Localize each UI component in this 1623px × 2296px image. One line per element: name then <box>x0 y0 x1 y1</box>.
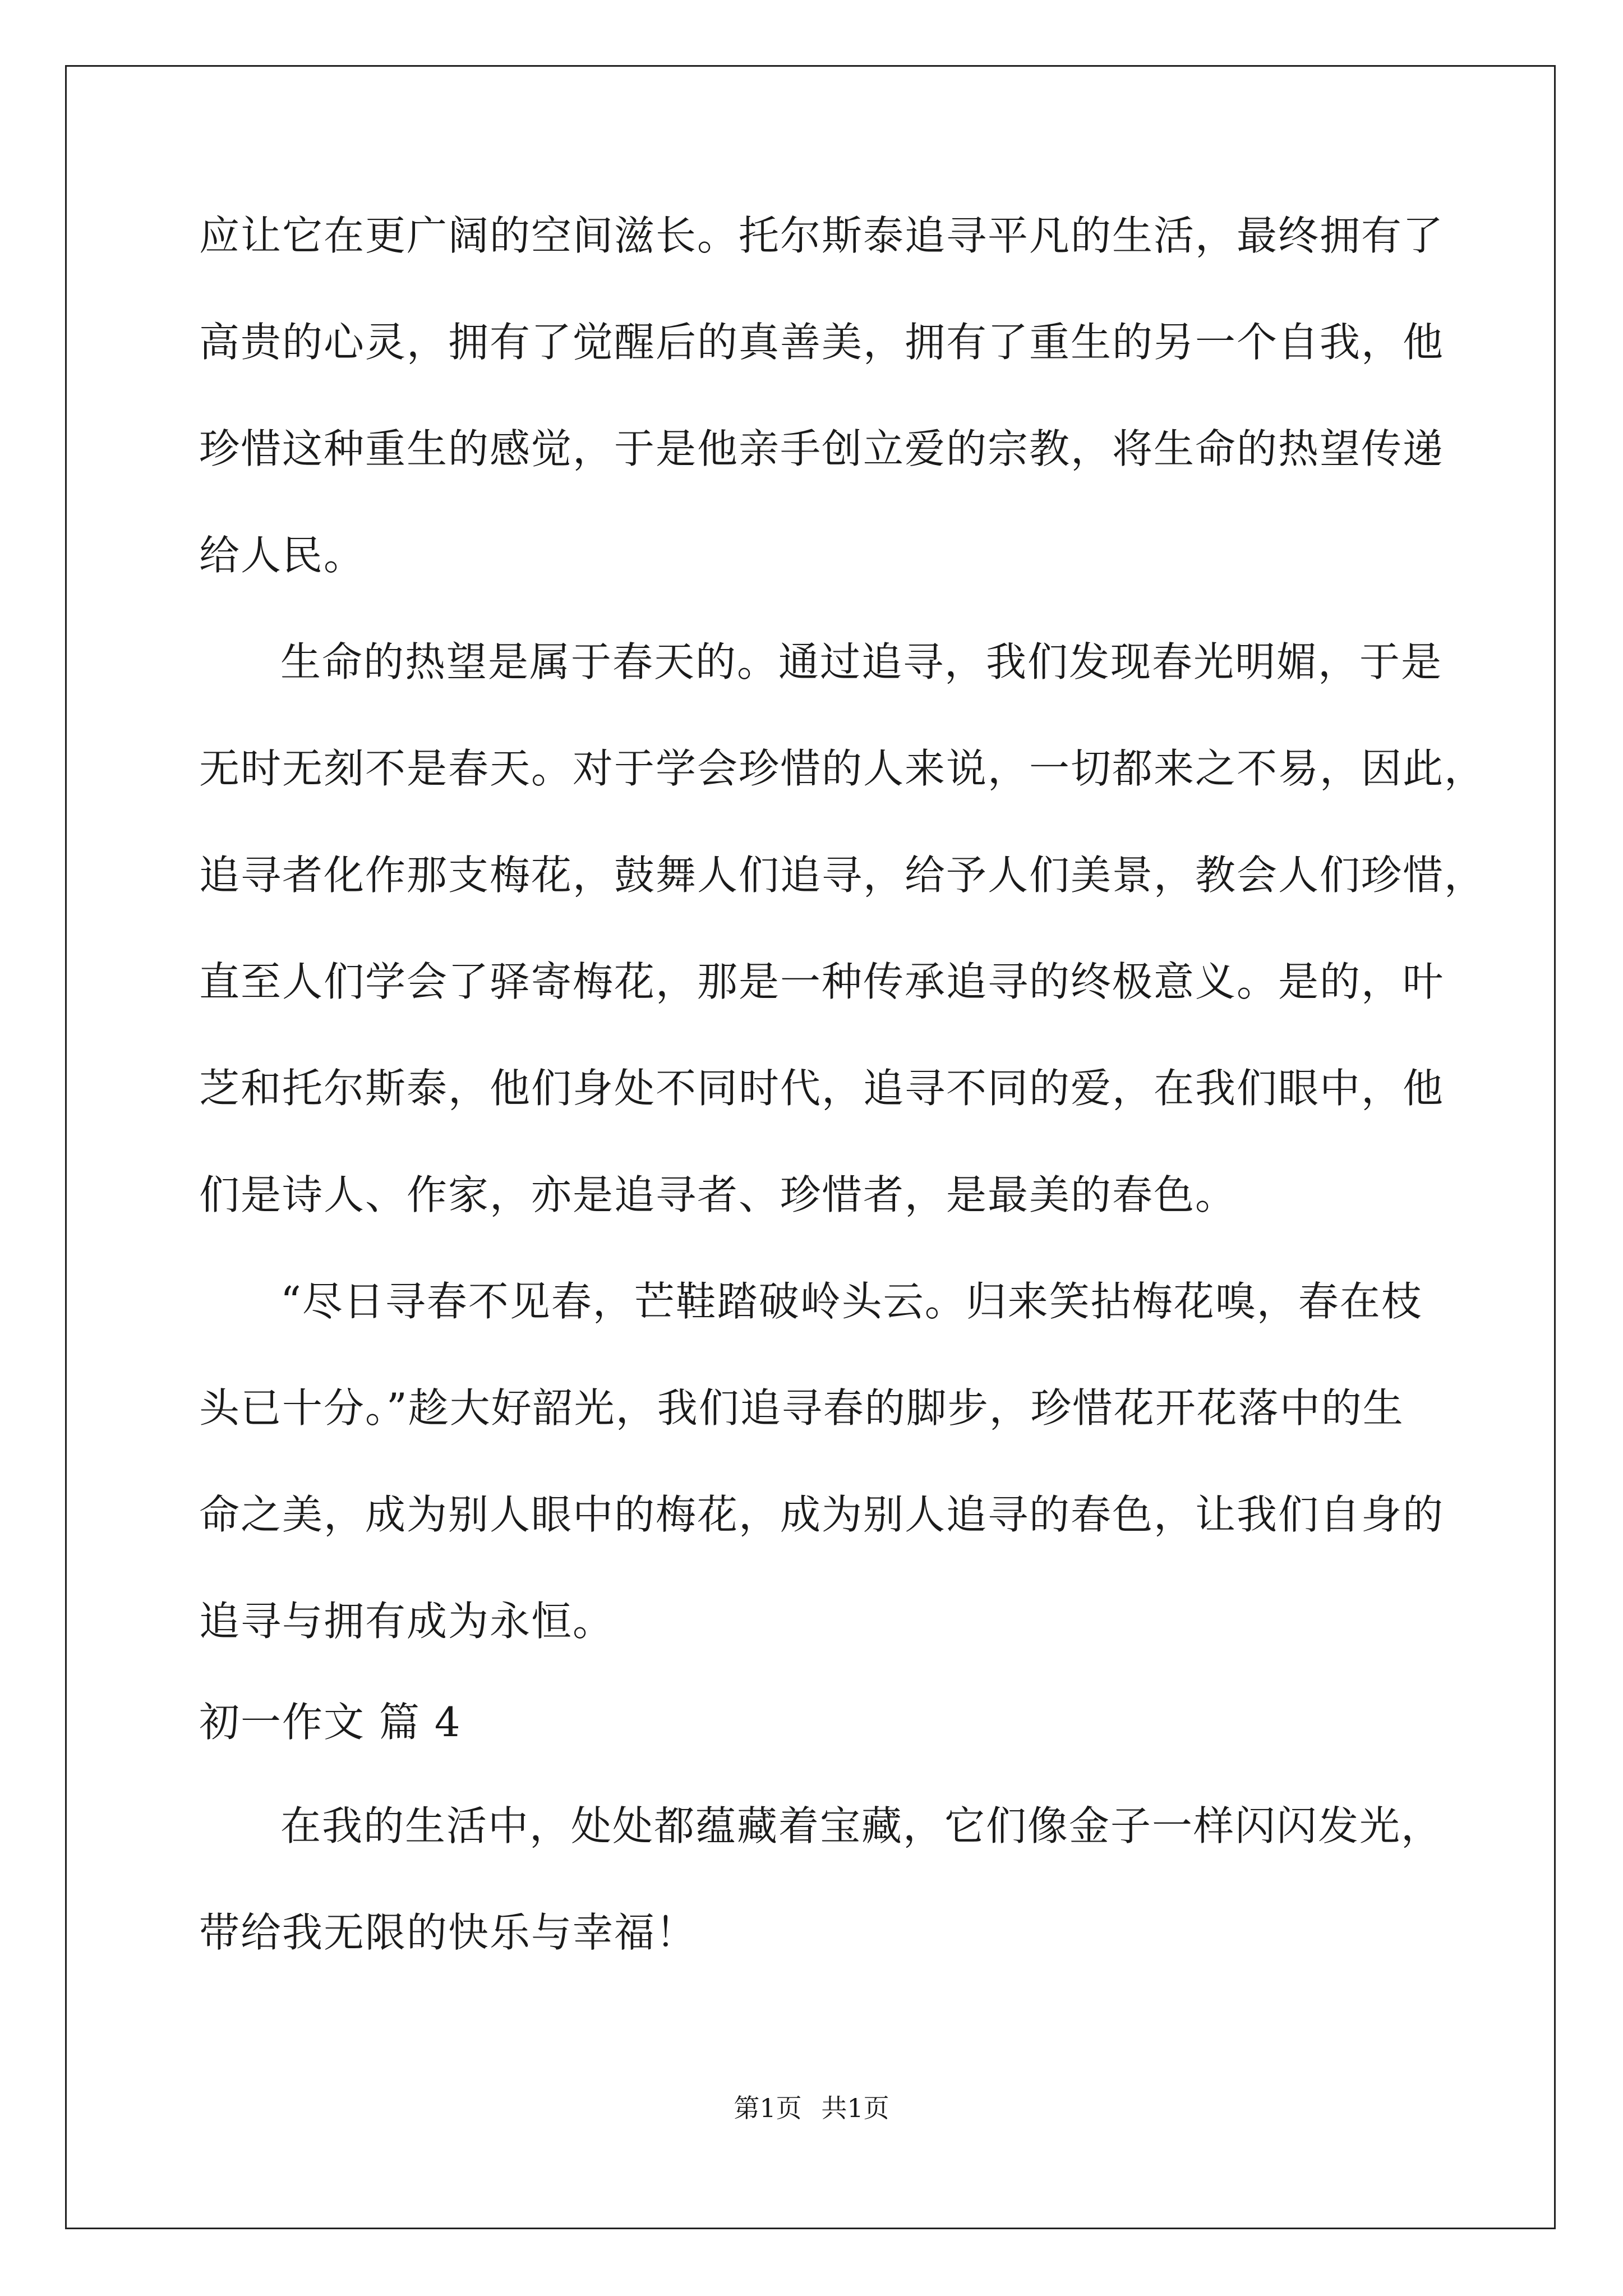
body-line: 生命的热望是属于春天的。通过追寻，我们发现春光明媚，于是 <box>280 638 1443 685</box>
body-line: 无时无刻不是春天。对于学会珍惜的人来说，一切都来之不易，因此， <box>199 745 1486 792</box>
body-line: 们是诗人、作家，亦是追寻者、珍惜者，是最美的春色。 <box>199 1171 1237 1218</box>
body-line: 命之美，成为别人眼中的梅花，成为别人追寻的春色，让我们自身的 <box>199 1491 1445 1538</box>
page-total: 共1页 <box>821 2093 889 2123</box>
body-line: 给人民。 <box>199 532 366 579</box>
body-line: 应让它在更广阔的空间滋长。托尔斯泰追寻平凡的生活，最终拥有了 <box>199 212 1445 259</box>
body-line: 芝和托尔斯泰，他们身处不同时代，追寻不同的爱，在我们眼中，他 <box>199 1065 1445 1112</box>
body-line: 直至人们学会了驿寄梅花，那是一种传承追寻的终极意义。是的，叶 <box>199 958 1445 1005</box>
page-footer <box>0 2091 1623 2125</box>
section-heading: 初一作文 篇 4 <box>199 1699 462 1746</box>
body-line: 追寻与拥有成为永恒。 <box>199 1598 615 1645</box>
body-line: 带给我无限的快乐与幸福！ <box>199 1909 698 1956</box>
body-line: 在我的生活中，处处都蕴藏着宝藏，它们像金子一样闪闪发光， <box>280 1802 1443 1849</box>
body-line: “尽日寻春不见春，芒鞋踏破岭头云。归来笑拈梅花嗅，春在枝 <box>280 1278 1423 1325</box>
body-line: 高贵的心灵，拥有了觉醒后的真善美，拥有了重生的另一个自我，他 <box>199 319 1445 366</box>
body-line: 珍惜这种重生的感觉，于是他亲手创立爱的宗教，将生命的热望传递 <box>199 425 1445 472</box>
body-line: 头已十分。”趁大好韶光，我们追寻春的脚步，珍惜花开花落中的生 <box>199 1384 1404 1432</box>
body-line: 追寻者化作那支梅花，鼓舞人们追寻，给予人们美景，教会人们珍惜， <box>199 852 1486 899</box>
page-number: 第1页 <box>734 2093 802 2123</box>
